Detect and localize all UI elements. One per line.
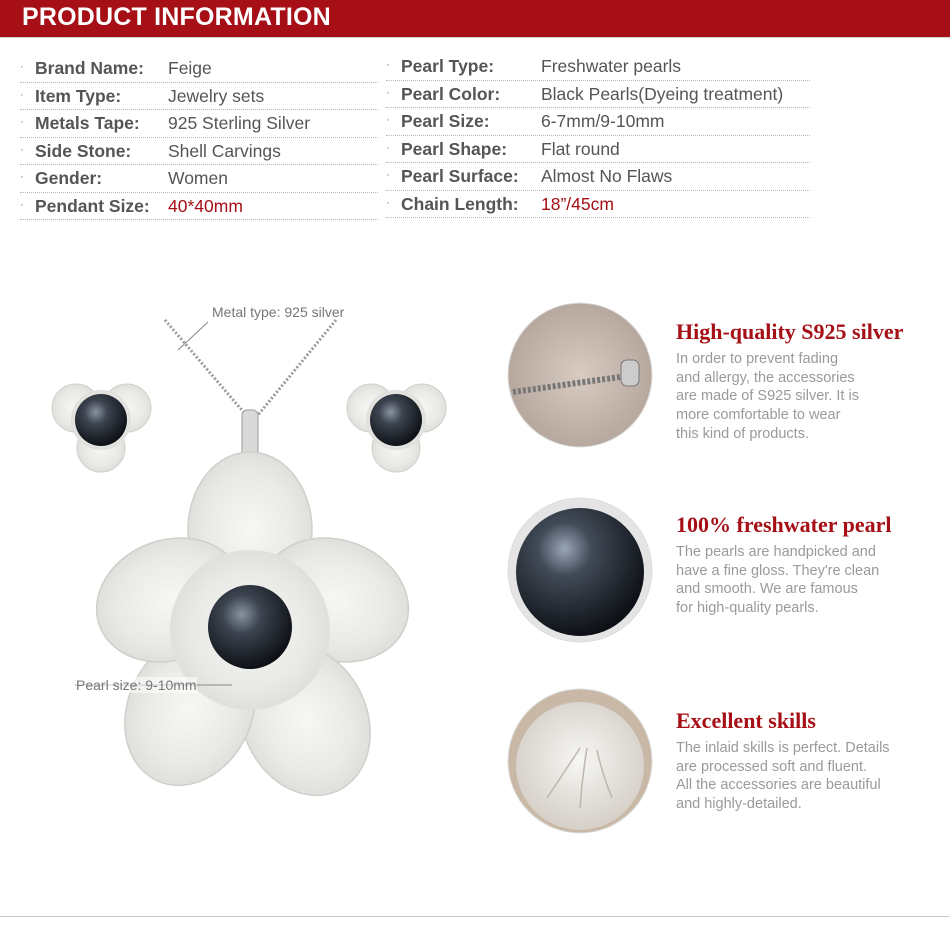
spec-value: Flat round [541,138,620,159]
spec-label: Pearl Type: [401,56,495,76]
spec-row [20,138,378,166]
spec-label: Pearl Size: [401,111,490,131]
feature-description [676,739,946,814]
pearl-closeup-icon [507,497,653,643]
spec-row [386,53,810,81]
spec-value: Feige [168,58,212,78]
description-line: The inlaid skills is perfect. Details [676,740,890,756]
bullet-dot: · [386,59,390,71]
feature-skills [676,707,946,814]
spec-row [386,108,810,136]
description-line: In order to prevent fading [676,351,839,367]
spec-label: Metals Tape: [35,113,140,133]
spec-value: Jewelry sets [168,85,265,106]
spec-label: Pendant Size: [35,195,150,216]
feature-silver [676,318,946,444]
spec-value: Women [168,168,228,188]
spec-label: Side Stone: [35,140,132,161]
spec-row [386,191,810,219]
feature-description [676,543,946,618]
spec-row [386,136,810,164]
metal-type-callout: Metal type: 925 silver [212,304,345,320]
description-line: for high-quality pearls. [676,600,819,617]
product-illustration [0,280,500,870]
bullet-dot: · [20,171,24,183]
bullet-dot: · [386,141,390,154]
spec-value: 925 Sterling Silver [168,113,311,133]
description-line: have a fine gloss. They're clean [676,562,880,579]
bullet-dot: · [386,196,390,209]
spec-value: 6-7mm/9-10mm [541,111,665,131]
feature-title: High-quality S925 silver [676,319,904,344]
spec-row [20,193,378,221]
specs-right-column [386,53,810,218]
spec-row [20,165,378,193]
header-banner [0,0,950,37]
bullet-dot: · [20,88,24,101]
pendant-pearl [208,585,292,669]
spec-label: Pearl Color: [401,83,501,104]
spec-row [386,163,810,191]
description-line: more comfortable to wear [676,407,841,424]
spec-label: Item Type: [35,85,122,106]
bottom-divider [0,916,950,917]
description-line: and allergy, the accessories [676,369,855,386]
spec-label: Chain Length: [401,193,519,214]
shell-closeup-icon [507,688,653,834]
spec-value-highlight: 18”/45cm [541,193,614,214]
feature-title: Excellent skills [676,708,816,733]
bullet-dot: · [386,114,390,126]
chain [165,320,336,415]
spec-row [20,55,378,83]
spec-label: Pearl Shape: [401,138,508,159]
spec-label: Pearl Surface: [401,166,519,186]
feature-title: 100% freshwater pearl [676,512,892,537]
page-title: PRODUCT INFORMATION [22,3,331,31]
spec-row [20,110,378,138]
description-line: this kind of products. [676,425,809,442]
description-line: are processed soft and fluent. [676,758,868,775]
description-line: All the accessories are beautiful [676,777,881,794]
spec-value: Almost No Flaws [541,166,673,186]
feature-description [676,350,946,444]
spec-label: Gender: [35,168,103,188]
bullet-dot: · [20,198,24,211]
bullet-dot: · [386,169,390,181]
specs-left-column [20,55,378,220]
metal-callout-line [178,322,208,350]
spec-value: Shell Carvings [168,140,281,161]
spec-row [386,81,810,109]
spec-value: Freshwater pearls [541,56,682,76]
right-earring [347,384,446,472]
bullet-dot: · [386,86,390,99]
spec-value-highlight: 40*40mm [168,195,243,216]
bullet-dot: · [20,143,24,156]
pearl-size-callout: Pearl size: 9-10mm [76,677,197,693]
left-earring [52,384,151,472]
spec-value: Black Pearls(Dyeing treatment) [541,83,784,104]
spec-label: Brand Name: [35,58,144,78]
chain-closeup-icon [507,302,653,448]
feature-pearl [676,511,946,618]
spec-row [20,83,378,111]
description-line: are made of S925 silver. It is [676,388,859,405]
bullet-dot: · [20,61,24,73]
description-line: The pearls are handpicked and [676,544,876,560]
bullet-dot: · [20,116,24,128]
description-line: and smooth. We are famous [676,581,858,598]
description-line: and highly-detailed. [676,796,802,813]
header-divider [0,37,950,38]
